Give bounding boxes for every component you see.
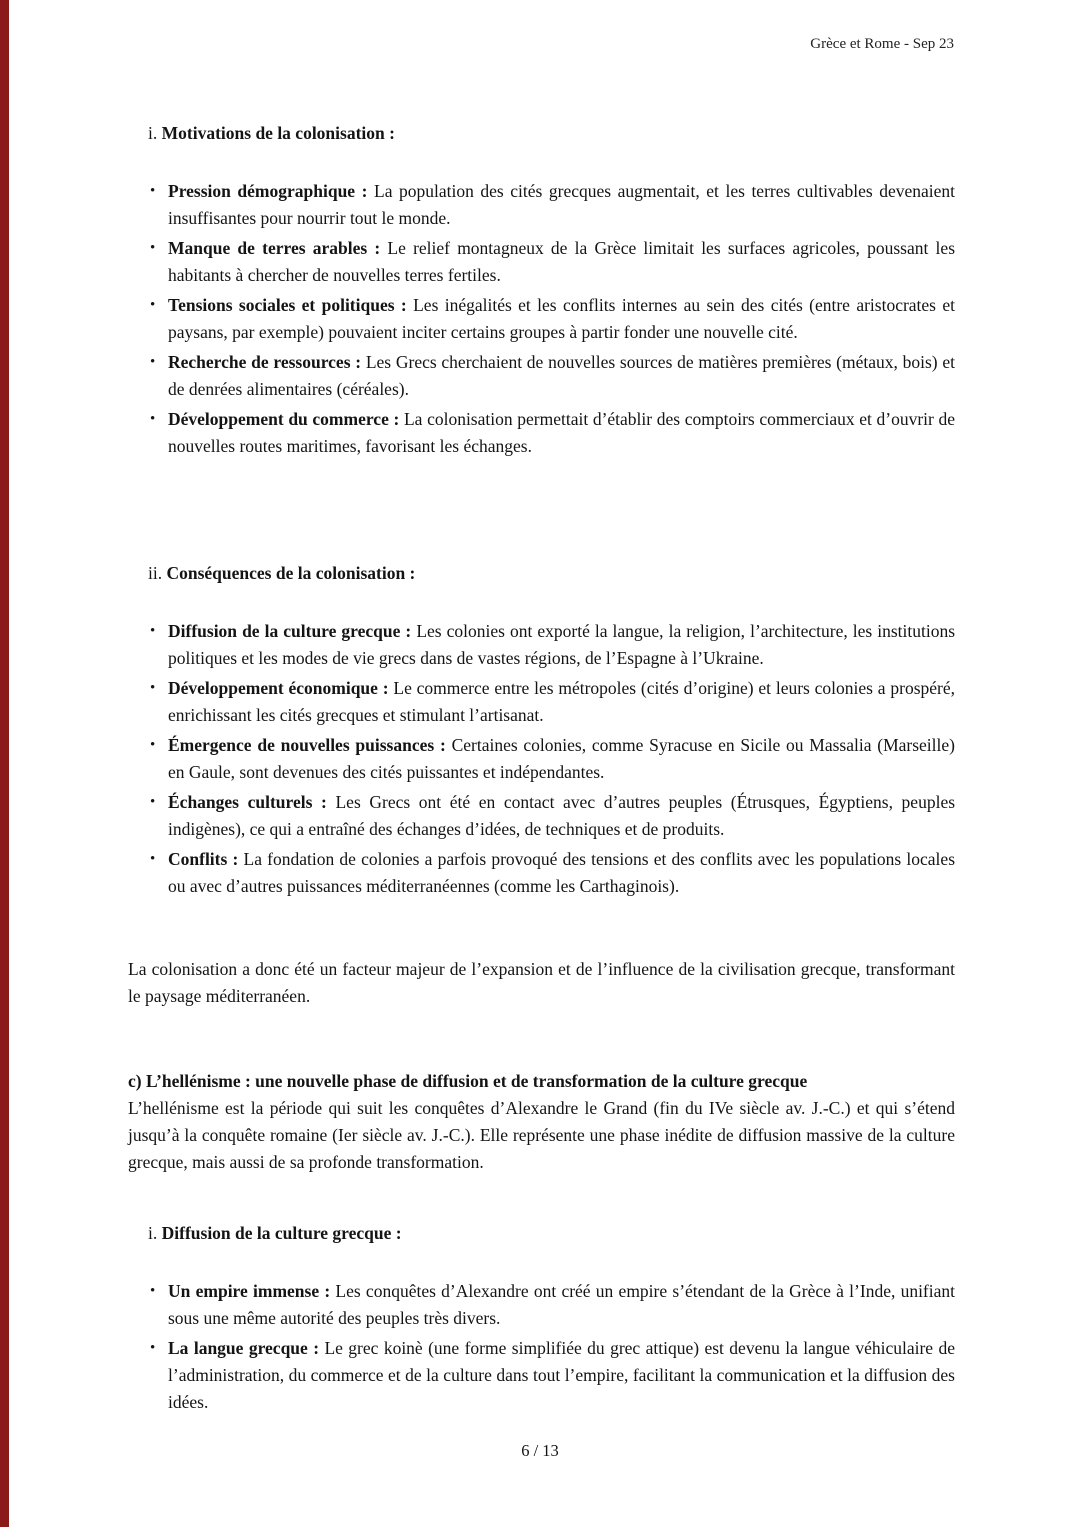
item-text: La fondation de colonies a parfois provoqué des tensions et des conflits avec les populations locales ou avec d’autres puissances méditerranéennes (comme les Carthaginois). xyxy=(168,849,956,896)
item-term: Conflits : xyxy=(168,849,239,869)
list-item xyxy=(150,406,955,460)
diffusion-list xyxy=(128,1278,955,1416)
section-heading-motivations xyxy=(148,120,955,147)
item-term: Recherche de ressources : xyxy=(168,352,362,372)
item-term: Échanges culturels : xyxy=(168,792,327,812)
heading-prefix: ii. xyxy=(148,563,163,583)
section-heading-hellenisme: c) L’hellénisme : une nouvelle phase de diffusion et de transformation de la culture grecque xyxy=(128,1071,808,1091)
list-item xyxy=(150,1335,955,1416)
item-term: Pression démographique : xyxy=(168,181,368,201)
item-text: Les Grecs cherchaient de nouvelles sources de matières premières (métaux, bois) et de denrées alimentaires (céréales). xyxy=(168,352,955,399)
item-term: La langue grecque : xyxy=(168,1338,320,1358)
section-heading-consequences xyxy=(148,560,955,587)
item-text: Certaines colonies, comme Syracuse en Sicile ou Massalia (Marseille) en Gaule, sont devenues des cités puissantes et indépendantes. xyxy=(168,735,955,782)
heading-title: Motivations de la colonisation : xyxy=(161,123,395,143)
item-term: Développement économique : xyxy=(168,678,389,698)
list-item xyxy=(150,675,955,729)
document-content xyxy=(128,112,955,1419)
heading-prefix: i. xyxy=(148,123,158,143)
list-item xyxy=(150,846,955,900)
item-text: La colonisation permettait d’établir des comptoirs commerciaux et d’ouvrir de nouvelles routes maritimes, favorisant les échanges. xyxy=(168,409,955,456)
item-term: Manque de terres arables : xyxy=(168,238,381,258)
heading-prefix: i. xyxy=(148,1223,158,1243)
item-term: Un empire immense : xyxy=(168,1281,331,1301)
heading-title: Diffusion de la culture grecque : xyxy=(161,1223,402,1243)
item-term: Diffusion de la culture grecque : xyxy=(168,621,412,641)
item-text: Les colonies ont exporté la langue, la religion, l’architecture, les institutions politiques et les modes de vie grecs dans de vastes régions, de l’Espagne à l’Ukraine. xyxy=(168,621,956,668)
section-hellenisme xyxy=(128,1068,955,1176)
motivations-list xyxy=(128,178,955,460)
consequences-list xyxy=(128,618,955,900)
list-item xyxy=(150,178,955,232)
item-term: Développement du commerce : xyxy=(168,409,400,429)
running-header: Grèce et Rome - Sep 23 xyxy=(810,36,954,52)
item-term: Émergence de nouvelles puissances : xyxy=(168,735,446,755)
heading-title: Conséquences de la colonisation : xyxy=(166,563,416,583)
section-heading-diffusion xyxy=(148,1220,955,1247)
item-text: Le commerce entre les métropoles (cités d’origine) et leurs colonies a prospéré, enrichissant les cités grecques et stimulant l’artisanat. xyxy=(168,678,955,725)
item-text: Le grec koinè (une forme simplifiée du grec attique) est devenu la langue véhiculaire de l’administration, du commerce et de la culture dans tout l’empire, facilitant la communication et la diffusion des idées. xyxy=(168,1338,955,1412)
conclusion-paragraph: La colonisation a donc été un facteur majeur de l’expansion et de l’influence de la civilisation grecque, transformant le paysage méditerranéen. xyxy=(128,959,955,1006)
list-item xyxy=(150,292,955,346)
item-text: Les Grecs ont été en contact avec d’autres peuples (Étrusques, Égyptiens, peuples indigènes), ce qui a entraîné des échanges d’idées, de techniques et de produits. xyxy=(168,792,956,839)
hellenisme-intro: L’hellénisme est la période qui suit les conquêtes d’Alexandre le Grand (fin du IVe siècle av. J.-C.) et qui s’étend jusqu’à la conquête romaine (Ier siècle av. J.-C.). Elle représente une phase inédite de diffusion massive de la culture grecque, mais aussi de sa profonde transformation. xyxy=(128,1098,955,1172)
item-text: La population des cités grecques augmentait, et les terres cultivables devenaient insuffisantes pour nourrir tout le monde. xyxy=(168,181,956,228)
page-number: 6 / 13 xyxy=(521,1441,559,1460)
list-item xyxy=(150,349,955,403)
item-text: Les conquêtes d’Alexandre ont créé un empire s’étendant de la Grèce à l’Inde, unifiant sous une même autorité des peuples très divers. xyxy=(168,1281,956,1328)
item-text: Les inégalités et les conflits internes au sein des cités (entre aristocrates et paysans, par exemple) pouvaient inciter certains groupes à partir fonder une nouvelle cité. xyxy=(168,295,955,342)
item-term: Tensions sociales et politiques : xyxy=(168,295,407,315)
list-item xyxy=(150,732,955,786)
item-text: Le relief montagneux de la Grèce limitait les surfaces agricoles, poussant les habitants à chercher de nouvelles terres fertiles. xyxy=(168,238,955,285)
list-item xyxy=(150,235,955,289)
list-item xyxy=(150,1278,955,1332)
list-item xyxy=(150,789,955,843)
list-item xyxy=(150,618,955,672)
left-edge-accent-bar xyxy=(0,0,9,1527)
